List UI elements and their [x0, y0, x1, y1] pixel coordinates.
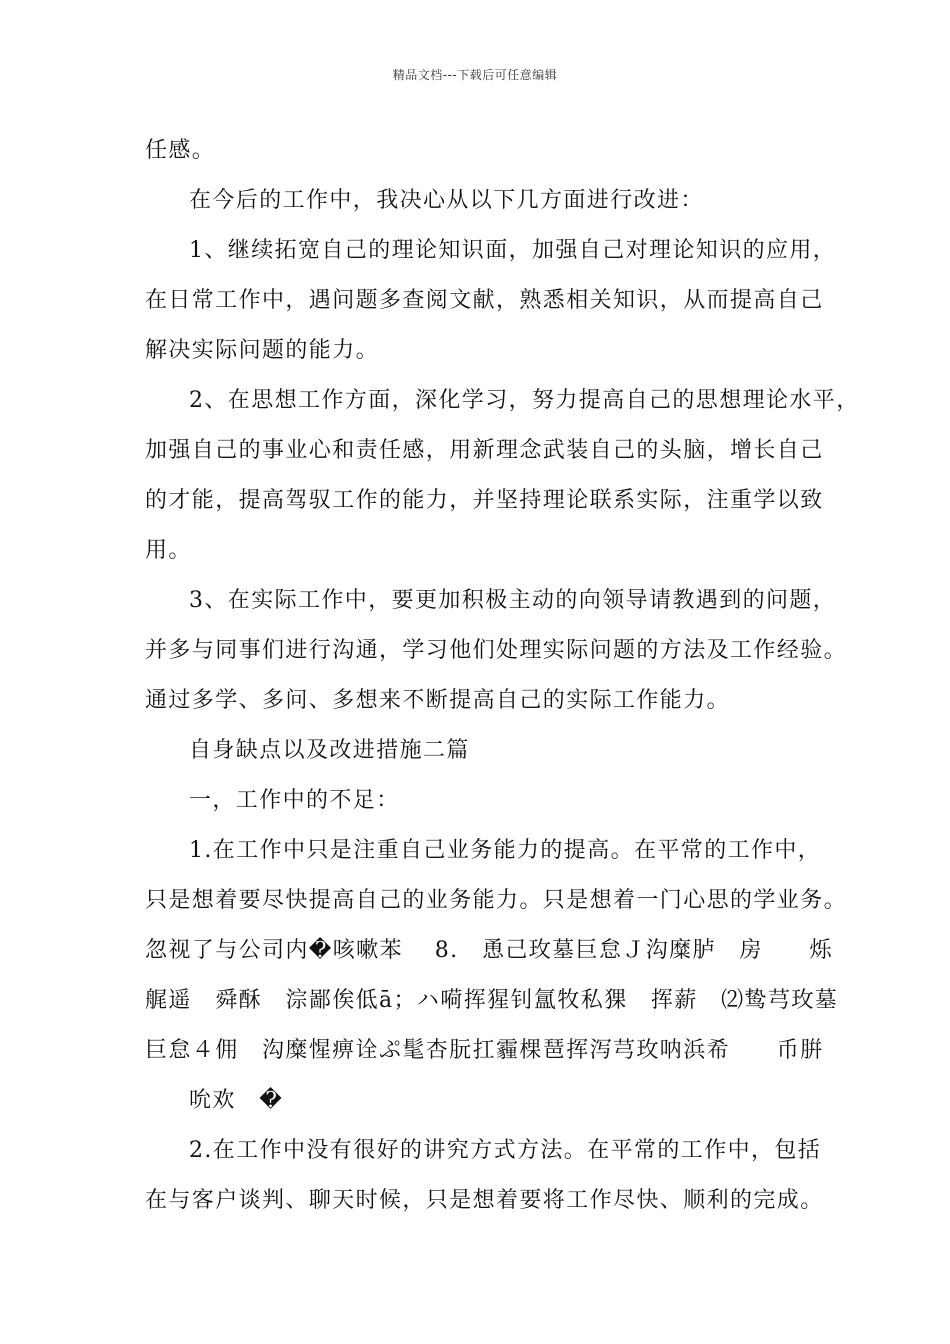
text-line: 在日常工作中，遇问题多查阅文献，熟悉相关知识，从而提高自己 — [145, 288, 824, 313]
text-line: 任感。 — [145, 138, 216, 163]
text-line: 2.在工作中没有很好的讲究方式方法。在平常的工作中，包括 — [189, 1138, 822, 1163]
text-line: 1.在工作中只是注重自己业务能力的提高。在平常的工作中， — [189, 838, 822, 863]
text-line: 用。 — [145, 538, 192, 563]
text-line: 只是想着要尽快提高自己的业务能力。只是想着一门心思的学业务。 — [145, 888, 848, 913]
text-line: 1、继续拓宽自己的理论知识面，加强自己对理论知识的应用， — [189, 238, 837, 263]
section-title: 自身缺点以及改进措施二篇 — [189, 738, 470, 763]
garbled-text-line: 吮欢 � — [189, 1088, 284, 1113]
subsection-title: 一，工作中的不足： — [189, 788, 400, 813]
text-line: 在与客户谈判、聊天时候，只是想着要将工作尽快、顺利的完成。 — [145, 1188, 824, 1213]
text-line: 2、在思想工作方面，深化学习，努力提高自己的思想理论水平， — [189, 388, 860, 413]
text-line: 并多与同事们进行沟通，学习他们处理实际问题的方法及工作经验。 — [145, 638, 848, 663]
text-line: 加强自己的事业心和责任感，用新理念武装自己的头脑，增长自己 — [145, 438, 824, 463]
garbled-text-line: 艉遥 舜酥 淙鄙俟低ā；ハ嗬挥猩钊氲牧私猓 挥薪 ⑵鸷芎玫墓 — [145, 988, 839, 1013]
garbled-text-line: 忽视了与公司内�咳嗽苯 8. 恿己玫墓巨怠Ｊ沟糜胪 房 烁 — [145, 938, 833, 963]
text-line: 通过多学、多问、多想来不断提高自己的实际工作能力。 — [145, 688, 731, 713]
text-line: 在今后的工作中，我决心从以下几方面进行改进： — [189, 188, 704, 213]
garbled-text-line: 巨怠４佣 沟糜惺痹诠ぷ髦杏朊扛霾棵琶挥泻芎玫呐浜希 币腁 — [145, 1038, 824, 1063]
text-line: 解决实际问题的能力。 — [145, 338, 380, 363]
page-header: 精品文档---下载后可任意编辑 — [392, 68, 558, 82]
text-line: 的才能，提高驾驭工作的能力，并坚持理论联系实际，注重学以致 — [145, 488, 824, 513]
text-line: 3、在实际工作中，要更加积极主动的向领导请教遇到的问题， — [189, 588, 837, 613]
